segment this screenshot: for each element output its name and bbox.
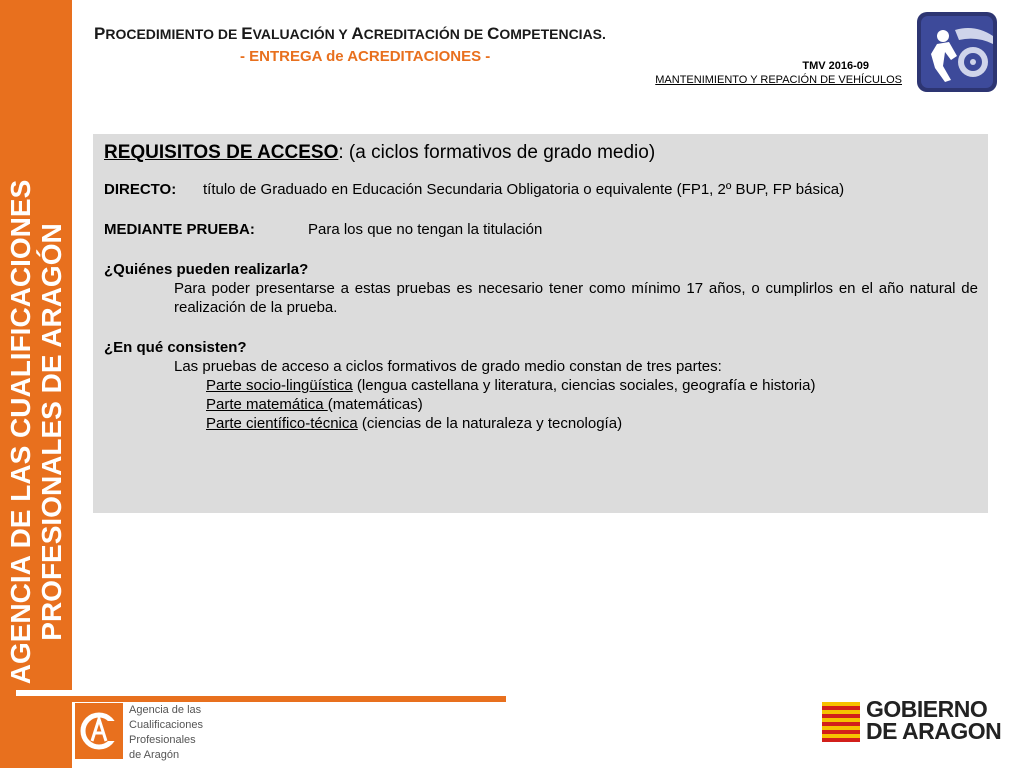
- sidebar-agency-name: AGENCIA DE LAS CUALIFICACIONES PROFESIONALES DE ARAGÓN: [5, 179, 67, 685]
- procedure-title: PROCEDIMIENTO DE EVALUACIÓN Y ACREDITACIÓN DE COMPETENCIAS.: [94, 24, 606, 43]
- bottom-divider-line: [72, 696, 506, 702]
- qualification-name: MANTENIMIENTO Y REPACIÓN DE VEHÍCULOS: [655, 74, 902, 86]
- sidebar-divider-mark: [16, 690, 72, 696]
- test-part-item: Parte socio-lingüística (lengua castellana y literatura, ciencias sociales, geografía e historia): [206, 377, 816, 394]
- what-question: ¿En qué consisten?: [104, 339, 247, 356]
- test-access-row: MEDIANTE PRUEBA: Para los que no tengan la titulación: [104, 221, 543, 238]
- test-part-item: Parte científico-técnica (ciencias de la naturaleza y tecnología): [206, 415, 623, 432]
- who-answer: Para poder presentarse a estas pruebas es necesario tener como mínimo 17 años, o cumplirlos en el año natural de realización de la prueba.: [174, 280, 978, 316]
- aragon-flag-icon: [822, 702, 860, 742]
- test-part-item: Parte matemática (matemáticas): [206, 396, 423, 413]
- access-requirements-panel: [93, 134, 988, 513]
- what-answer: Las pruebas de acceso a ciclos formativos de grado medio constan de tres partes:: [174, 358, 722, 375]
- sidebar-band: [0, 0, 72, 768]
- direct-access-row: DIRECTO: título de Graduado en Educación Secundaria Obligatoria o equivalente (FP1, 2º BUP, FP básica): [104, 181, 845, 198]
- procedure-subtitle: - ENTREGA de ACREDITACIONES -: [240, 48, 491, 65]
- requirements-heading: REQUISITOS DE ACCESO: (a ciclos formativos de grado medio): [104, 142, 656, 163]
- who-question: ¿Quiénes pueden realizarla?: [104, 261, 309, 278]
- mechanic-car-icon: [915, 10, 999, 94]
- agency-logo-text: Agencia de las Cualificaciones Profesionales de Aragón: [129, 704, 203, 761]
- agency-logo-icon: [75, 703, 123, 759]
- qualification-code: TMV 2016-09: [802, 60, 869, 72]
- government-logo-text: GOBIERNO DE ARAGON: [866, 696, 1002, 744]
